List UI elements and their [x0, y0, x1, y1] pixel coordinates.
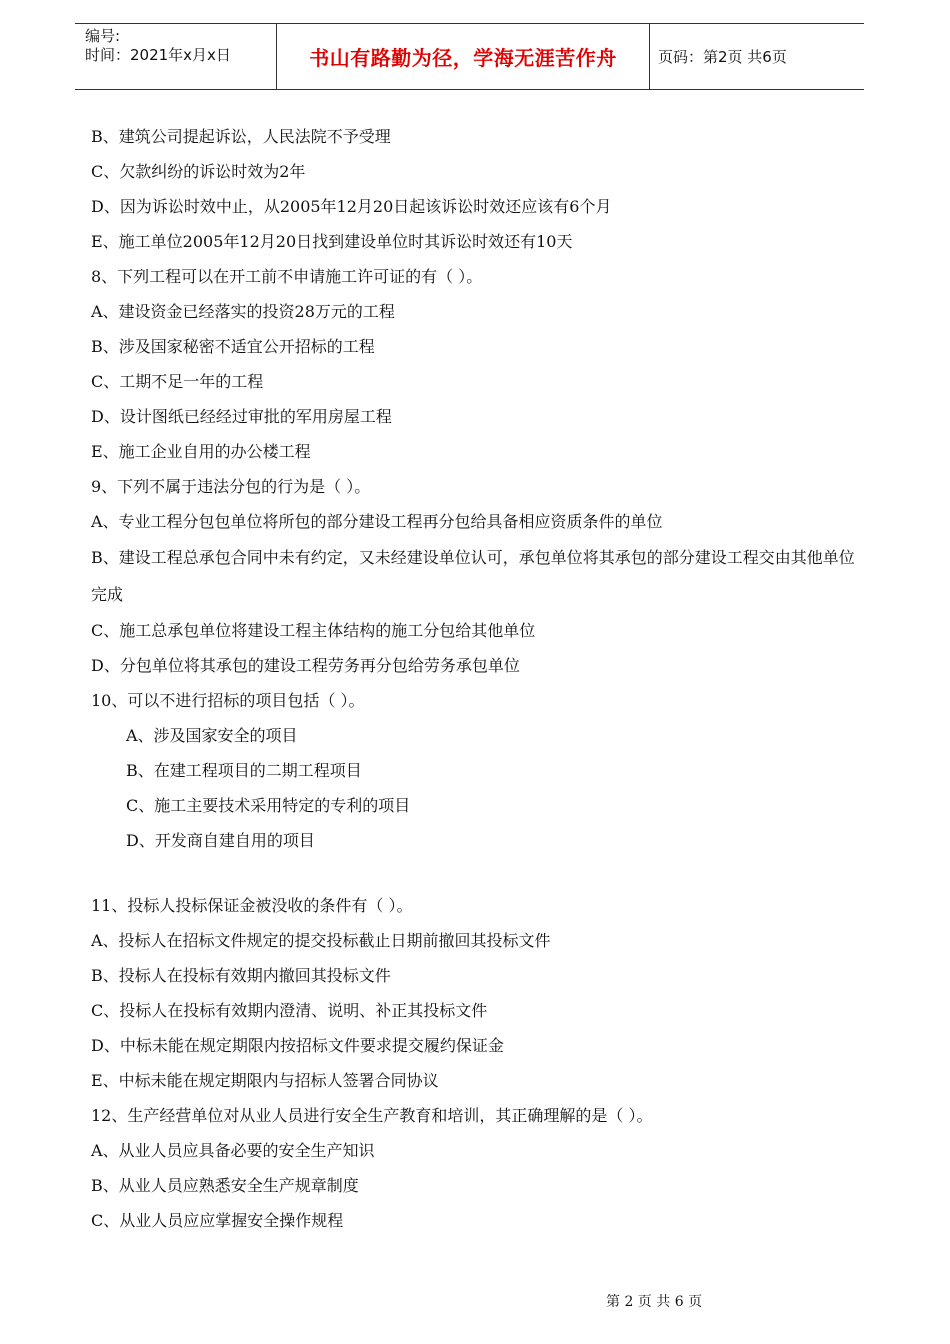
option-line: E、中标未能在规定期限内与招标人签署合同协议 [91, 1071, 439, 1090]
option-line: D、中标未能在规定期限内按招标文件要求提交履约保证金 [91, 1036, 504, 1055]
header-slogan: 书山有路勤为径，学海无涯苦作舟 [277, 24, 650, 89]
option-line: A、涉及国家安全的项目 [126, 726, 298, 745]
option-line: A、专业工程分包包单位将所包的部分建设工程再分包给具备相应资质条件的单位 [91, 512, 663, 531]
time-label: 时间：2021年x月x日 [85, 46, 231, 64]
option-line: C、欠款纠纷的诉讼时效为2年 [91, 162, 306, 181]
option-line: A、投标人在招标文件规定的提交投标截止日期前撤回其投标文件 [91, 931, 551, 950]
option-line: A、从业人员应具备必要的安全生产知识 [91, 1141, 375, 1160]
question-10: 10、可以不进行招标的项目包括（ ）。 [91, 691, 365, 710]
document-body [91, 119, 861, 1238]
option-line: C、施工主要技术采用特定的专利的项目 [126, 796, 411, 815]
option-line: C、投标人在投标有效期内澄清、说明、补正其投标文件 [91, 1001, 488, 1020]
page-footer: 第 2 页 共 6 页 [606, 1294, 703, 1310]
question-8: 8、下列工程可以在开工前不申请施工许可证的有（ ）。 [91, 267, 483, 286]
option-line: B、建设工程总承包合同中未有约定，又未经建设单位认可，承包单位将其承包的部分建设工程交由其他单位完成 [91, 548, 855, 604]
option-line: B、在建工程项目的二期工程项目 [126, 761, 362, 780]
option-line: C、从业人员应应掌握安全操作规程 [91, 1211, 344, 1230]
number-label: 编号: [85, 27, 121, 45]
header-meta [75, 24, 277, 89]
option-line: C、施工总承包单位将建设工程主体结构的施工分包给其他单位 [91, 621, 536, 640]
option-line: E、施工单位2005年12月20日找到建设单位时其诉讼时效还有10天 [91, 232, 573, 251]
option-line: C、工期不足一年的工程 [91, 372, 264, 391]
option-line: D、因为诉讼时效中止，从2005年12月20日起该诉讼时效还应该有6个月 [91, 197, 612, 216]
option-line: B、涉及国家秘密不适宜公开招标的工程 [91, 337, 375, 356]
option-line: D、设计图纸已经经过审批的军用房屋工程 [91, 407, 392, 426]
header-page-info: 页码：第2页 共6页 [658, 48, 787, 66]
question-12: 12、生产经营单位对从业人员进行安全生产教育和培训，其正确理解的是（ ）。 [91, 1106, 653, 1125]
option-line: E、施工企业自用的办公楼工程 [91, 442, 311, 461]
question-9: 9、下列不属于违法分包的行为是（ ）。 [91, 477, 371, 496]
option-line: A、建设资金已经落实的投资28万元的工程 [91, 302, 395, 321]
spacer [91, 858, 861, 888]
option-line: B、建筑公司提起诉讼，人民法院不予受理 [91, 127, 391, 146]
option-line: D、开发商自建自用的项目 [126, 831, 315, 850]
page-header [75, 23, 864, 90]
option-line: D、分包单位将其承包的建设工程劳务再分包给劳务承包单位 [91, 656, 520, 675]
option-line: B、投标人在投标有效期内撤回其投标文件 [91, 966, 391, 985]
option-line: B、从业人员应熟悉安全生产规章制度 [91, 1176, 359, 1195]
question-11: 11、投标人投标保证金被没收的条件有（ ）。 [91, 896, 413, 915]
